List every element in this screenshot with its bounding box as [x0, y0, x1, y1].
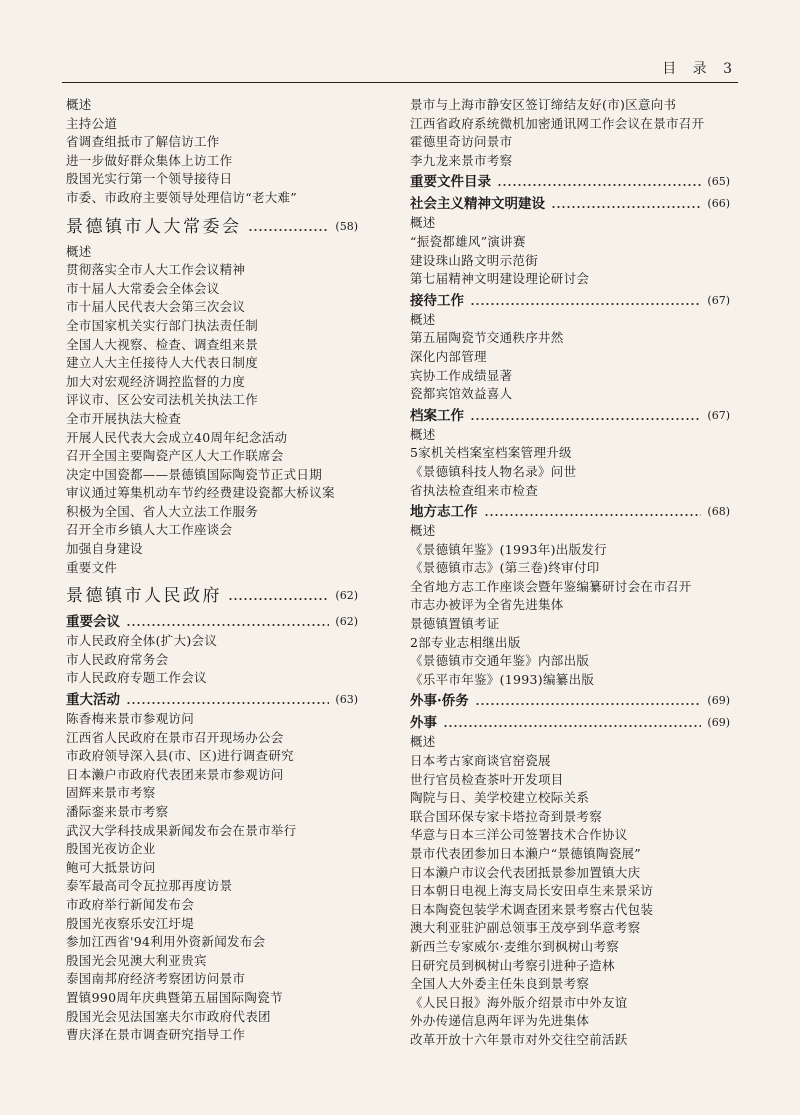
- toc-entry: 江西省人民政府在景市召开现场办公会: [66, 729, 284, 745]
- toc-entry: 江西省政府系统微机加密通讯网工作会议在景市召开: [410, 115, 705, 131]
- toc-entry: 李九龙来景市考察: [410, 152, 513, 168]
- toc-entry: 新西兰专家威尔·麦维尔到枫树山考察: [410, 938, 620, 954]
- toc-section-heading: [410, 194, 730, 214]
- dot-leader: [248, 228, 330, 232]
- toc-entry: 《景德镇科技人物名录》问世: [410, 463, 577, 479]
- page-number: (69): [707, 716, 730, 730]
- toc-section-heading: [410, 502, 730, 522]
- heading-label: 地方志工作: [410, 504, 478, 521]
- toc-entry: 省调查组抵市了解信访工作: [66, 134, 220, 150]
- dot-leader: [475, 702, 702, 706]
- heading-label: 重要会议: [66, 614, 120, 631]
- page-number: (63): [335, 693, 358, 707]
- toc-entry: 市人民政府常务会: [66, 651, 169, 667]
- page-number: (67): [707, 293, 730, 307]
- toc-entry: 市十届人大常委会全体会议: [66, 280, 220, 296]
- toc-entry: 积极为全国、省人大立法工作服务: [66, 503, 259, 519]
- toc-entry: 概述: [66, 243, 92, 259]
- page-number: (65): [707, 175, 730, 189]
- page-number: (62): [335, 589, 358, 603]
- page-number: (68): [707, 505, 730, 519]
- heading-label: 重大活动: [66, 692, 120, 709]
- toc-section-heading: [410, 691, 730, 711]
- toc-section-heading: [410, 291, 730, 311]
- heading-label: 社会主义精神文明建设: [410, 196, 545, 213]
- toc-entry: 改革开放十六年景市对外交往空前活跃: [410, 1031, 628, 1047]
- toc-entry: 殷国光夜察乐安江圩堤: [66, 915, 195, 931]
- toc-entry: 概述: [410, 215, 436, 231]
- toc-entry: 置镇990周年庆典暨第五届国际陶瓷节: [66, 989, 283, 1005]
- toc-chapter-heading: [66, 582, 358, 610]
- toc-entry: 陈香梅来景市参观访问: [66, 711, 195, 727]
- dot-leader: [470, 417, 701, 421]
- toc-entry: 概述: [66, 97, 92, 112]
- toc-entry: 殷国光夜访企业: [66, 841, 156, 857]
- toc-section-heading: [66, 690, 358, 710]
- heading-label: 景德镇市人民政府: [66, 586, 222, 607]
- dot-leader: [484, 513, 702, 517]
- toc-entry: 澳大利亚驻沪副总领事王茂亭到华意考察: [410, 920, 641, 936]
- toc-entry: 开展人民代表大会成立40周年纪念活动: [66, 429, 288, 445]
- toc-entry: 殷国光会见法国塞夫尔市政府代表团: [66, 1008, 271, 1024]
- toc-entry: 外办传递信息两年评为先进集体: [410, 1013, 590, 1029]
- toc-entry: 加强自身建设: [66, 541, 143, 557]
- toc-entry: 概述: [410, 426, 436, 442]
- heading-label: 接待工作: [410, 292, 464, 309]
- heading-label: 外事: [410, 715, 437, 732]
- toc-entry: 第五届陶瓷节交通秩序井然: [410, 330, 564, 346]
- page-number: (62): [335, 615, 358, 629]
- toc-entry: “振瓷都雄风”演讲赛: [410, 233, 526, 249]
- toc-entry: 全国人大视察、检查、调查组来景: [66, 336, 259, 352]
- dot-leader: [497, 183, 701, 187]
- heading-label: 档案工作: [410, 407, 464, 424]
- page-header: [62, 58, 738, 83]
- dot-leader: [443, 724, 701, 728]
- toc-entry: 武汉大学科技成果新闻发布会在景市举行: [66, 822, 297, 838]
- dot-leader: [551, 205, 701, 209]
- toc-entry: 瓷都宾馆效益喜人: [410, 386, 513, 402]
- toc-entry: 贯彻落实全市人大工作会议精神: [66, 262, 246, 278]
- toc-entry: 霍德里奇访问景市: [410, 134, 513, 150]
- dot-leader: [126, 701, 329, 705]
- toc-entry: 召开全国主要陶瓷产区人大工作联席会: [66, 448, 284, 464]
- toc-entry: 景市代表团参加日本濑户“景德镇陶瓷展”: [410, 846, 641, 861]
- toc-entry: 《景德镇市志》(第三卷)终审付印: [410, 560, 600, 576]
- page-number: (67): [707, 408, 730, 422]
- toc-entry: 市人民政府全体(扩大)会议: [66, 633, 218, 649]
- toc-entry: 日本考古家商谈官窑瓷展: [410, 753, 551, 769]
- header-text: 目 录 3: [662, 61, 738, 77]
- toc-entry: 全市开展执法大检查: [66, 410, 182, 426]
- page-number: (66): [707, 197, 730, 211]
- toc-entry: 华意与日本三洋公司签署技术合作协议: [410, 827, 628, 843]
- toc-entry: 建设珠山路文明示范街: [410, 252, 539, 268]
- toc-entry: 泰军最高司令瓦拉那再度访景: [66, 878, 233, 894]
- toc-section-heading: [66, 612, 358, 632]
- dot-leader: [470, 302, 701, 306]
- toc-entry: 《景德镇市交通年鉴》内部出版: [410, 653, 590, 669]
- toc-entry: 建立人大主任接待人大代表日制度: [66, 355, 259, 371]
- toc-entry: 市志办被评为全省先进集体: [410, 597, 564, 613]
- toc-section-heading: [410, 713, 730, 733]
- toc-entry: 决定中国瓷都——景德镇国际陶瓷节正式日期: [66, 466, 323, 482]
- toc-entry: 固辉来景市考察: [66, 785, 156, 801]
- toc-entry: 曹庆泽在景市调查研究指导工作: [66, 1027, 246, 1043]
- toc-entry: 全国人大外委主任朱良到景考察: [410, 976, 590, 992]
- toc-entry: 概述: [410, 734, 436, 750]
- toc-entry: 市政府举行新闻发布会: [66, 896, 195, 912]
- toc-entry: 世行官员检查茶叶开发项目: [410, 771, 564, 787]
- toc-entry: 《乐平市年鉴》(1993)编纂出版: [410, 671, 595, 687]
- toc-entry: 《人民日报》海外版介绍景市中外友谊: [410, 994, 628, 1010]
- heading-label: 外事·侨务: [410, 693, 469, 710]
- toc-entry: 加大对宏观经济调控监督的力度: [66, 373, 246, 389]
- toc-entry: 5家机关档案室档案管理升级: [410, 445, 572, 461]
- toc-entry: 市人民政府专题工作会议: [66, 670, 207, 686]
- toc-entry: 进一步做好群众集体上访工作: [66, 152, 233, 168]
- toc-right-column: [410, 96, 730, 1050]
- toc-entry: 日本濑户市议会代表团抵景参加置镇大庆: [410, 864, 641, 880]
- page-number: (58): [335, 219, 358, 233]
- toc-entry: 陶院与日、美学校建立校际关系: [410, 790, 590, 806]
- toc-entry: 市十届人民代表大会第三次会议: [66, 299, 246, 315]
- toc-section-heading: [410, 172, 730, 192]
- toc-entry: 概述: [410, 311, 436, 327]
- page-number: (69): [707, 694, 730, 708]
- toc-entry: 2部专业志相继出版: [410, 634, 521, 650]
- toc-entry: 重要文件: [66, 559, 118, 575]
- toc-entry: 《景德镇年鉴》(1993年)出版发行: [410, 541, 607, 557]
- toc-entry: 参加江西省'94利用外资新闻发布会: [66, 934, 266, 950]
- toc-entry: 景市与上海市静安区签订缔结友好(市)区意向书: [410, 97, 677, 112]
- heading-label: 景德镇市人大常委会: [66, 216, 242, 237]
- toc-entry: 潘际銮来景市考察: [66, 804, 169, 819]
- toc-entry: 召开全市乡镇人大工作座谈会: [66, 522, 233, 538]
- toc-entry: 联合国环保专家卡塔拉奇到景考察: [410, 808, 603, 824]
- toc-entry: 全省地方志工作座谈会暨年鉴编纂研讨会在市召开: [410, 578, 692, 594]
- dot-leader: [126, 623, 329, 627]
- toc-entry: 深化内部管理: [410, 348, 487, 364]
- toc-entry: 日本陶瓷包装学术调查团来景考察古代包装: [410, 901, 654, 917]
- toc-entry: 主持公道: [66, 115, 118, 131]
- toc-entry: 市政府领导深入县(市、区)进行调查研究: [66, 748, 294, 764]
- toc-entry: 殷国光会见澳大利亚贵宾: [66, 952, 207, 968]
- toc-entry: 殷国光实行第一个领导接待日: [66, 171, 233, 187]
- toc-entry: 日研究员到枫树山考察引进种子造林: [410, 957, 615, 973]
- toc-entry: 市委、市政府主要领导处理信访“老大难”: [66, 189, 297, 205]
- toc-entry: 泰国南邦府经济考察团访问景市: [66, 971, 246, 987]
- toc-entry: 审议通过筹集机动车节约经费建设瓷都大桥议案: [66, 485, 335, 501]
- toc-entry: 宾协工作成绩显著: [410, 367, 513, 383]
- toc-entry: 景德镇置镇考证: [410, 616, 500, 632]
- toc-entry: 概述: [410, 523, 436, 539]
- toc-entry: 日本濑户市政府代表团来景市参观访问: [66, 766, 284, 782]
- toc-entry: 省执法检查组来市检查: [410, 482, 539, 498]
- toc-entry: 全市国家机关实行部门执法责任制: [66, 317, 259, 333]
- dot-leader: [228, 597, 329, 601]
- toc-left-column: [66, 96, 358, 1045]
- toc-entry: 日本朝日电视上海支局长安田卓生来景采访: [410, 883, 654, 899]
- toc-chapter-heading: [66, 213, 358, 241]
- toc-entry: 评议市、区公安司法机关执法工作: [66, 392, 259, 408]
- heading-label: 重要文件目录: [410, 174, 491, 191]
- toc-section-heading: [410, 406, 730, 426]
- toc-entry: 鲍可大抵景访问: [66, 859, 156, 875]
- toc-entry: 第七届精神文明建设理论研讨会: [410, 271, 590, 287]
